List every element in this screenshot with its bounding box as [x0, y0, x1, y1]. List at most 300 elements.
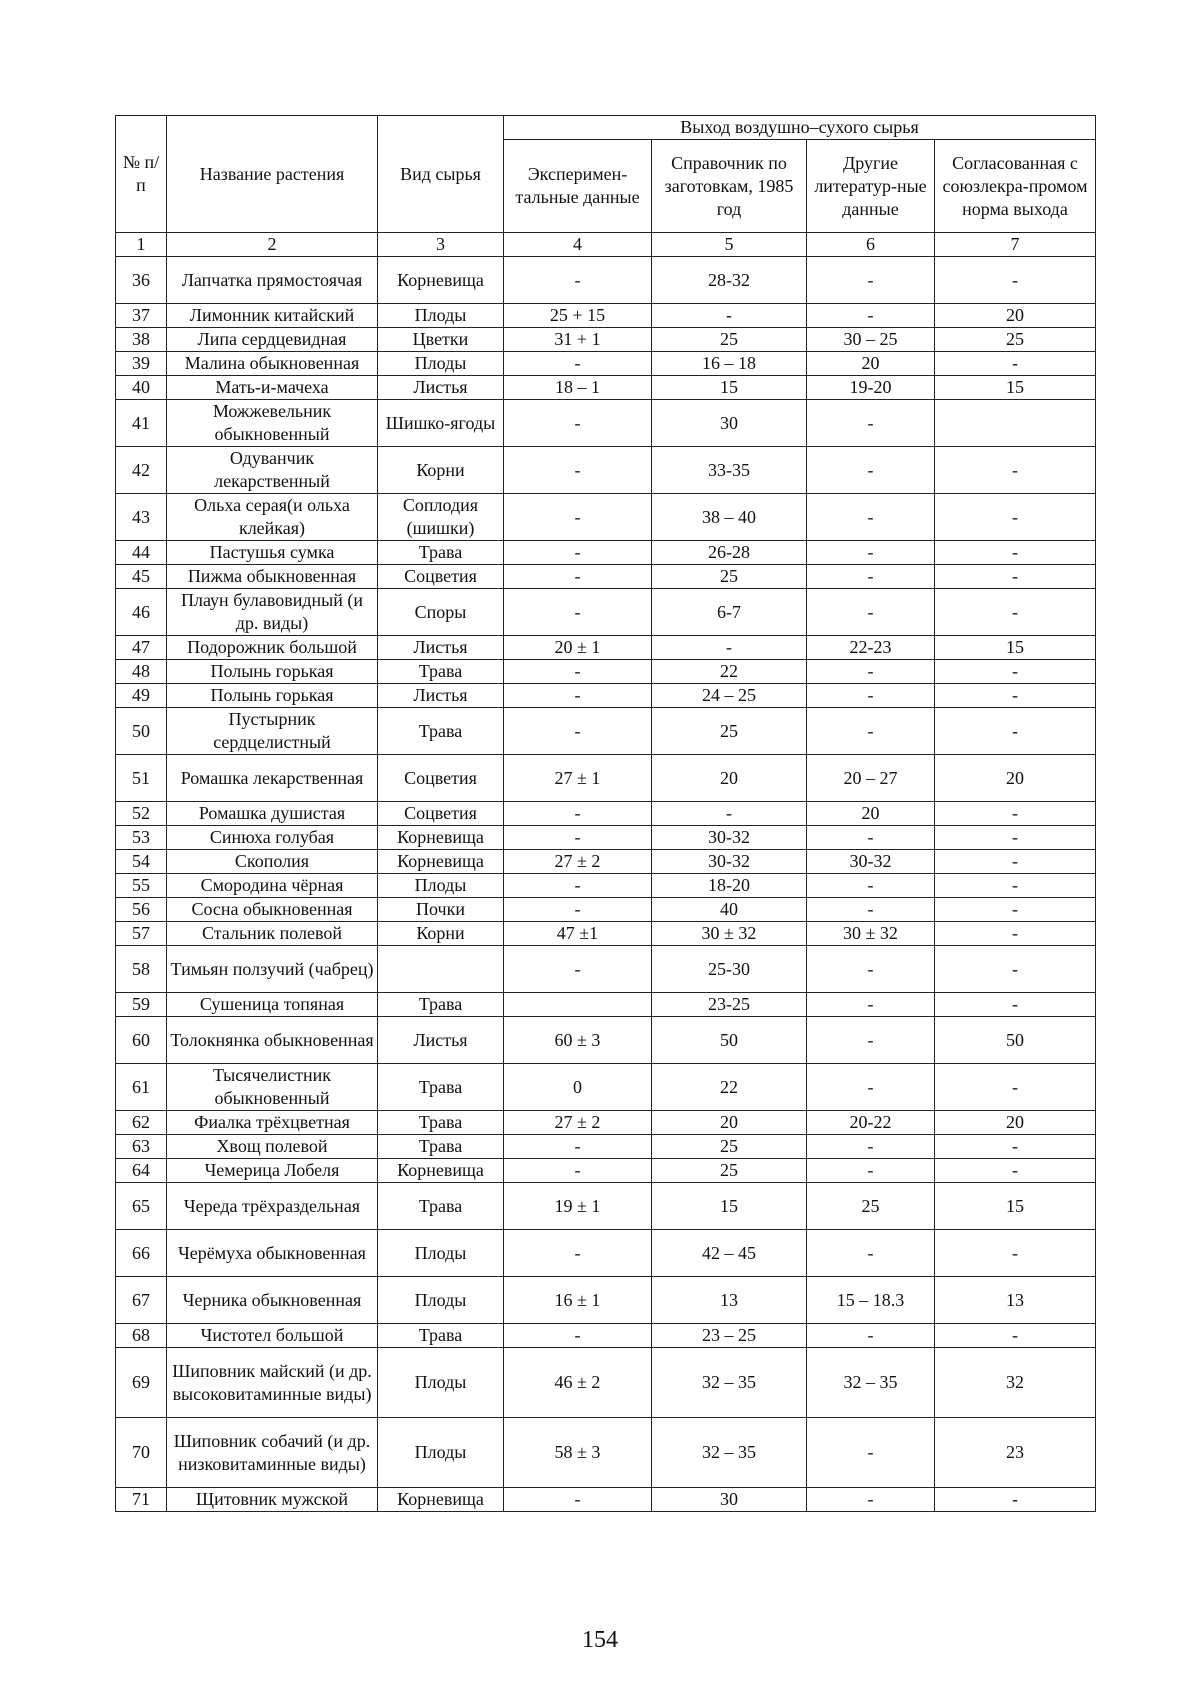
experimental-value: 0 [504, 1064, 652, 1111]
raw-type: Трава [378, 1111, 504, 1135]
literature-value: 20 [807, 802, 935, 826]
norm-value: - [935, 946, 1096, 993]
table-row [116, 826, 1096, 850]
experimental-value: 27 ± 1 [504, 755, 652, 802]
table-row [116, 898, 1096, 922]
table-row [116, 1017, 1096, 1064]
table-row [116, 684, 1096, 708]
raw-type: Трава [378, 708, 504, 755]
table-row [116, 922, 1096, 946]
row-number: 61 [116, 1064, 167, 1111]
raw-type: Корни [378, 922, 504, 946]
table-row [116, 1111, 1096, 1135]
row-number: 70 [116, 1418, 167, 1488]
raw-type: Соцветия [378, 755, 504, 802]
reference-value: 32 – 35 [652, 1418, 807, 1488]
plant-name: Мать-и-мачеха [167, 376, 378, 400]
row-number: 60 [116, 1017, 167, 1064]
header-num: № п/п [116, 116, 167, 233]
literature-value: - [807, 1017, 935, 1064]
raw-type: Трава [378, 1183, 504, 1230]
raw-type: Шишко-ягоды [378, 400, 504, 447]
literature-value: - [807, 898, 935, 922]
literature-value: 30-32 [807, 850, 935, 874]
table-row [116, 874, 1096, 898]
experimental-value: 47 ±1 [504, 922, 652, 946]
experimental-value: - [504, 826, 652, 850]
table-row [116, 946, 1096, 993]
experimental-value: - [504, 684, 652, 708]
norm-value: - [935, 352, 1096, 376]
literature-value: - [807, 494, 935, 541]
column-index-row [116, 233, 1096, 257]
plant-name: Можжевельник обыкновенный [167, 400, 378, 447]
norm-value: 20 [935, 304, 1096, 328]
raw-type: Листья [378, 1017, 504, 1064]
plant-name: Черника обыкновенная [167, 1277, 378, 1324]
header-reference-1985: Справочник по заготовкам, 1985 год [652, 140, 807, 233]
experimental-value: 31 + 1 [504, 328, 652, 352]
reference-value: 25 [652, 1135, 807, 1159]
experimental-value: - [504, 660, 652, 684]
raw-type: Цветки [378, 328, 504, 352]
row-number: 45 [116, 565, 167, 589]
row-number: 58 [116, 946, 167, 993]
reference-value: 24 – 25 [652, 684, 807, 708]
norm-value: 23 [935, 1418, 1096, 1488]
reference-value: 26-28 [652, 541, 807, 565]
literature-value: - [807, 304, 935, 328]
plant-name: Хвощ полевой [167, 1135, 378, 1159]
plant-name: Полынь горькая [167, 660, 378, 684]
plant-name: Сосна обыкновенная [167, 898, 378, 922]
reference-value: 42 – 45 [652, 1230, 807, 1277]
raw-type: Трава [378, 1064, 504, 1111]
table-row [116, 850, 1096, 874]
norm-value: - [935, 565, 1096, 589]
norm-value: 50 [935, 1017, 1096, 1064]
row-number: 57 [116, 922, 167, 946]
column-index-cell: 1 [116, 233, 167, 257]
reference-value: 20 [652, 1111, 807, 1135]
table-row [116, 304, 1096, 328]
plant-name: Лапчатка прямостоячая [167, 257, 378, 304]
raw-type: Плоды [378, 352, 504, 376]
row-number: 50 [116, 708, 167, 755]
page-number: 154 [582, 1627, 618, 1653]
norm-value: - [935, 660, 1096, 684]
raw-type: Трава [378, 1135, 504, 1159]
norm-value: - [935, 1159, 1096, 1183]
experimental-value: - [504, 541, 652, 565]
norm-value: 25 [935, 328, 1096, 352]
reference-value: 16 – 18 [652, 352, 807, 376]
row-number: 39 [116, 352, 167, 376]
experimental-value: - [504, 447, 652, 494]
plant-name: Черёмуха обыкновенная [167, 1230, 378, 1277]
norm-value: - [935, 684, 1096, 708]
plant-name: Смородина чёрная [167, 874, 378, 898]
raw-type: Корневища [378, 1488, 504, 1512]
plant-name: Пастушья сумка [167, 541, 378, 565]
experimental-value: 20 ± 1 [504, 636, 652, 660]
reference-value: 30 ± 32 [652, 922, 807, 946]
row-number: 48 [116, 660, 167, 684]
reference-value: 40 [652, 898, 807, 922]
experimental-value: - [504, 946, 652, 993]
plant-name: Щитовник мужской [167, 1488, 378, 1512]
reference-value: - [652, 636, 807, 660]
literature-value: - [807, 589, 935, 636]
row-number: 44 [116, 541, 167, 565]
table-row [116, 328, 1096, 352]
row-number: 59 [116, 993, 167, 1017]
table-row [116, 1488, 1096, 1512]
plant-name: Толокнянка обыкновенная [167, 1017, 378, 1064]
experimental-value: 27 ± 2 [504, 850, 652, 874]
reference-value: 32 – 35 [652, 1348, 807, 1418]
plant-name: Малина обыкновенная [167, 352, 378, 376]
row-number: 54 [116, 850, 167, 874]
row-number: 53 [116, 826, 167, 850]
table-row [116, 1277, 1096, 1324]
raw-type: Листья [378, 636, 504, 660]
experimental-value: 25 + 15 [504, 304, 652, 328]
literature-value: - [807, 1418, 935, 1488]
header-plant-name: Название растения [167, 116, 378, 233]
literature-value: - [807, 565, 935, 589]
norm-value: 13 [935, 1277, 1096, 1324]
table-row [116, 589, 1096, 636]
literature-value: - [807, 874, 935, 898]
reference-value: 25 [652, 328, 807, 352]
literature-value: 25 [807, 1183, 935, 1230]
reference-value: 25 [652, 708, 807, 755]
norm-value: - [935, 708, 1096, 755]
reference-value: 22 [652, 660, 807, 684]
experimental-value: - [504, 1324, 652, 1348]
raw-type: Листья [378, 684, 504, 708]
raw-type: Плоды [378, 1348, 504, 1418]
norm-value: 20 [935, 1111, 1096, 1135]
literature-value: - [807, 1135, 935, 1159]
experimental-value: 60 ± 3 [504, 1017, 652, 1064]
plant-name: Синюха голубая [167, 826, 378, 850]
reference-value: 15 [652, 1183, 807, 1230]
column-index-cell: 7 [935, 233, 1096, 257]
raw-type [378, 946, 504, 993]
norm-value [935, 400, 1096, 447]
literature-value: 20-22 [807, 1111, 935, 1135]
row-number: 55 [116, 874, 167, 898]
plant-name: Плаун булавовидный (и др. виды) [167, 589, 378, 636]
raw-type: Соцветия [378, 802, 504, 826]
reference-value: 30-32 [652, 850, 807, 874]
table-row [116, 1230, 1096, 1277]
table-row [116, 1183, 1096, 1230]
row-number: 52 [116, 802, 167, 826]
raw-type: Плоды [378, 1230, 504, 1277]
reference-value: 13 [652, 1277, 807, 1324]
raw-type: Трава [378, 660, 504, 684]
norm-value: - [935, 1064, 1096, 1111]
column-index-cell: 3 [378, 233, 504, 257]
row-number: 37 [116, 304, 167, 328]
literature-value: - [807, 826, 935, 850]
norm-value: - [935, 447, 1096, 494]
literature-value: - [807, 660, 935, 684]
literature-value: - [807, 447, 935, 494]
row-number: 38 [116, 328, 167, 352]
table-row [116, 565, 1096, 589]
reference-value: 15 [652, 376, 807, 400]
row-number: 41 [116, 400, 167, 447]
reference-value: 30 [652, 400, 807, 447]
reference-value: 20 [652, 755, 807, 802]
raw-type: Корневища [378, 257, 504, 304]
header-agreed-norm: Согласованная с союзлекра-промом норма выхода [935, 140, 1096, 233]
experimental-value: 18 – 1 [504, 376, 652, 400]
literature-value: - [807, 993, 935, 1017]
reference-value: 18-20 [652, 874, 807, 898]
experimental-value: - [504, 257, 652, 304]
norm-value: 15 [935, 1183, 1096, 1230]
plant-name: Чемерица Лобеля [167, 1159, 378, 1183]
literature-value: - [807, 1488, 935, 1512]
norm-value: - [935, 494, 1096, 541]
experimental-value: - [504, 400, 652, 447]
table-row [116, 708, 1096, 755]
row-number: 64 [116, 1159, 167, 1183]
row-number: 67 [116, 1277, 167, 1324]
experimental-value: - [504, 1230, 652, 1277]
experimental-value: - [504, 352, 652, 376]
row-number: 68 [116, 1324, 167, 1348]
literature-value: 20 [807, 352, 935, 376]
reference-value: 23 – 25 [652, 1324, 807, 1348]
raw-type: Листья [378, 376, 504, 400]
row-number: 43 [116, 494, 167, 541]
reference-value: 23-25 [652, 993, 807, 1017]
row-number: 62 [116, 1111, 167, 1135]
table-row [116, 1159, 1096, 1183]
literature-value: - [807, 1064, 935, 1111]
plant-name: Тысячелистник обыкновенный [167, 1064, 378, 1111]
table-row [116, 494, 1096, 541]
column-index-cell: 6 [807, 233, 935, 257]
plant-name: Пустырник сердцелистный [167, 708, 378, 755]
row-number: 42 [116, 447, 167, 494]
table-row [116, 660, 1096, 684]
norm-value: - [935, 922, 1096, 946]
norm-value: - [935, 850, 1096, 874]
header-raw-type: Вид сырья [378, 116, 504, 233]
row-number: 47 [116, 636, 167, 660]
raw-type: Трава [378, 1324, 504, 1348]
row-number: 49 [116, 684, 167, 708]
column-index-cell: 4 [504, 233, 652, 257]
plant-name: Тимьян ползучий (чабрец) [167, 946, 378, 993]
norm-value: - [935, 826, 1096, 850]
norm-value: - [935, 802, 1096, 826]
table-row [116, 636, 1096, 660]
literature-value: 22-23 [807, 636, 935, 660]
plant-name: Чистотел большой [167, 1324, 378, 1348]
norm-value: - [935, 1324, 1096, 1348]
literature-value: - [807, 257, 935, 304]
header-yield-group: Выход воздушно–сухого сырья [504, 116, 1096, 140]
header-experimental: Эксперимен-тальные данные [504, 140, 652, 233]
raw-type: Трава [378, 541, 504, 565]
plant-name: Подорожник большой [167, 636, 378, 660]
table-row [116, 1418, 1096, 1488]
table-row [116, 1348, 1096, 1418]
norm-value: - [935, 541, 1096, 565]
literature-value: 32 – 35 [807, 1348, 935, 1418]
norm-value: 15 [935, 376, 1096, 400]
table-row [116, 993, 1096, 1017]
literature-value: - [807, 541, 935, 565]
table-row [116, 541, 1096, 565]
table-row [116, 400, 1096, 447]
norm-value: - [935, 1230, 1096, 1277]
plant-name: Полынь горькая [167, 684, 378, 708]
row-number: 36 [116, 257, 167, 304]
row-number: 56 [116, 898, 167, 922]
experimental-value: - [504, 874, 652, 898]
norm-value: - [935, 1135, 1096, 1159]
norm-value: 20 [935, 755, 1096, 802]
experimental-value: - [504, 1135, 652, 1159]
literature-value: - [807, 684, 935, 708]
raw-type: Соцветия [378, 565, 504, 589]
reference-value: 22 [652, 1064, 807, 1111]
yield-table [115, 115, 1096, 1512]
plant-name: Ольха серая(и ольха клейкая) [167, 494, 378, 541]
plant-name: Скополия [167, 850, 378, 874]
plant-name: Шиповник собачий (и др. низковитаминные виды) [167, 1418, 378, 1488]
literature-value: 30 – 25 [807, 328, 935, 352]
literature-value: - [807, 946, 935, 993]
row-number: 40 [116, 376, 167, 400]
experimental-value: - [504, 1159, 652, 1183]
raw-type: Плоды [378, 304, 504, 328]
literature-value: 30 ± 32 [807, 922, 935, 946]
experimental-value: 58 ± 3 [504, 1418, 652, 1488]
row-number: 51 [116, 755, 167, 802]
plant-name: Пижма обыкновенная [167, 565, 378, 589]
header-other-literature: Другие литератур-ные данные [807, 140, 935, 233]
row-number: 66 [116, 1230, 167, 1277]
table-row [116, 755, 1096, 802]
table-row [116, 1324, 1096, 1348]
raw-type: Почки [378, 898, 504, 922]
table-row [116, 376, 1096, 400]
row-number: 63 [116, 1135, 167, 1159]
column-index-cell: 5 [652, 233, 807, 257]
plant-name: Ромашка душистая [167, 802, 378, 826]
plant-name: Липа сердцевидная [167, 328, 378, 352]
literature-value: - [807, 400, 935, 447]
row-number: 65 [116, 1183, 167, 1230]
raw-type: Плоды [378, 874, 504, 898]
plant-name: Стальник полевой [167, 922, 378, 946]
raw-type: Корни [378, 447, 504, 494]
norm-value: 15 [935, 636, 1096, 660]
experimental-value: - [504, 898, 652, 922]
reference-value: 28-32 [652, 257, 807, 304]
reference-value: - [652, 304, 807, 328]
plant-name: Лимонник китайский [167, 304, 378, 328]
literature-value: - [807, 1230, 935, 1277]
column-index-cell: 2 [167, 233, 378, 257]
reference-value: 25-30 [652, 946, 807, 993]
reference-value: 50 [652, 1017, 807, 1064]
plant-name: Череда трёхраздельная [167, 1183, 378, 1230]
reference-value: 30 [652, 1488, 807, 1512]
literature-value: - [807, 708, 935, 755]
experimental-value: 19 ± 1 [504, 1183, 652, 1230]
literature-value: - [807, 1324, 935, 1348]
norm-value: - [935, 993, 1096, 1017]
table-row [116, 257, 1096, 304]
raw-type: Плоды [378, 1277, 504, 1324]
raw-type: Корневища [378, 826, 504, 850]
experimental-value: - [504, 589, 652, 636]
row-number: 46 [116, 589, 167, 636]
norm-value: 32 [935, 1348, 1096, 1418]
reference-value: 38 – 40 [652, 494, 807, 541]
experimental-value: 46 ± 2 [504, 1348, 652, 1418]
table-row [116, 352, 1096, 376]
norm-value: - [935, 1488, 1096, 1512]
reference-value: 25 [652, 565, 807, 589]
table-row [116, 1064, 1096, 1111]
experimental-value: - [504, 1488, 652, 1512]
raw-type: Плоды [378, 1418, 504, 1488]
reference-value: 30-32 [652, 826, 807, 850]
reference-value: 33-35 [652, 447, 807, 494]
raw-type: Корневища [378, 1159, 504, 1183]
norm-value: - [935, 589, 1096, 636]
table-row [116, 802, 1096, 826]
raw-type: Корневища [378, 850, 504, 874]
literature-value: - [807, 1159, 935, 1183]
plant-name: Фиалка трёхцветная [167, 1111, 378, 1135]
plant-name: Сушеница топяная [167, 993, 378, 1017]
reference-value: 25 [652, 1159, 807, 1183]
plant-name: Ромашка лекарственная [167, 755, 378, 802]
norm-value: - [935, 874, 1096, 898]
raw-type: Споры [378, 589, 504, 636]
row-number: 71 [116, 1488, 167, 1512]
experimental-value: 16 ± 1 [504, 1277, 652, 1324]
experimental-value: - [504, 708, 652, 755]
plant-name: Шиповник майский (и др. высоковитаминные виды) [167, 1348, 378, 1418]
table-row [116, 447, 1096, 494]
table-body [116, 257, 1096, 1512]
reference-value: 6-7 [652, 589, 807, 636]
plant-name: Одуванчик лекарственный [167, 447, 378, 494]
table-row [116, 1135, 1096, 1159]
experimental-value: - [504, 565, 652, 589]
norm-value: - [935, 898, 1096, 922]
literature-value: 19-20 [807, 376, 935, 400]
row-number: 69 [116, 1348, 167, 1418]
raw-type: Трава [378, 993, 504, 1017]
experimental-value [504, 993, 652, 1017]
norm-value: - [935, 257, 1096, 304]
